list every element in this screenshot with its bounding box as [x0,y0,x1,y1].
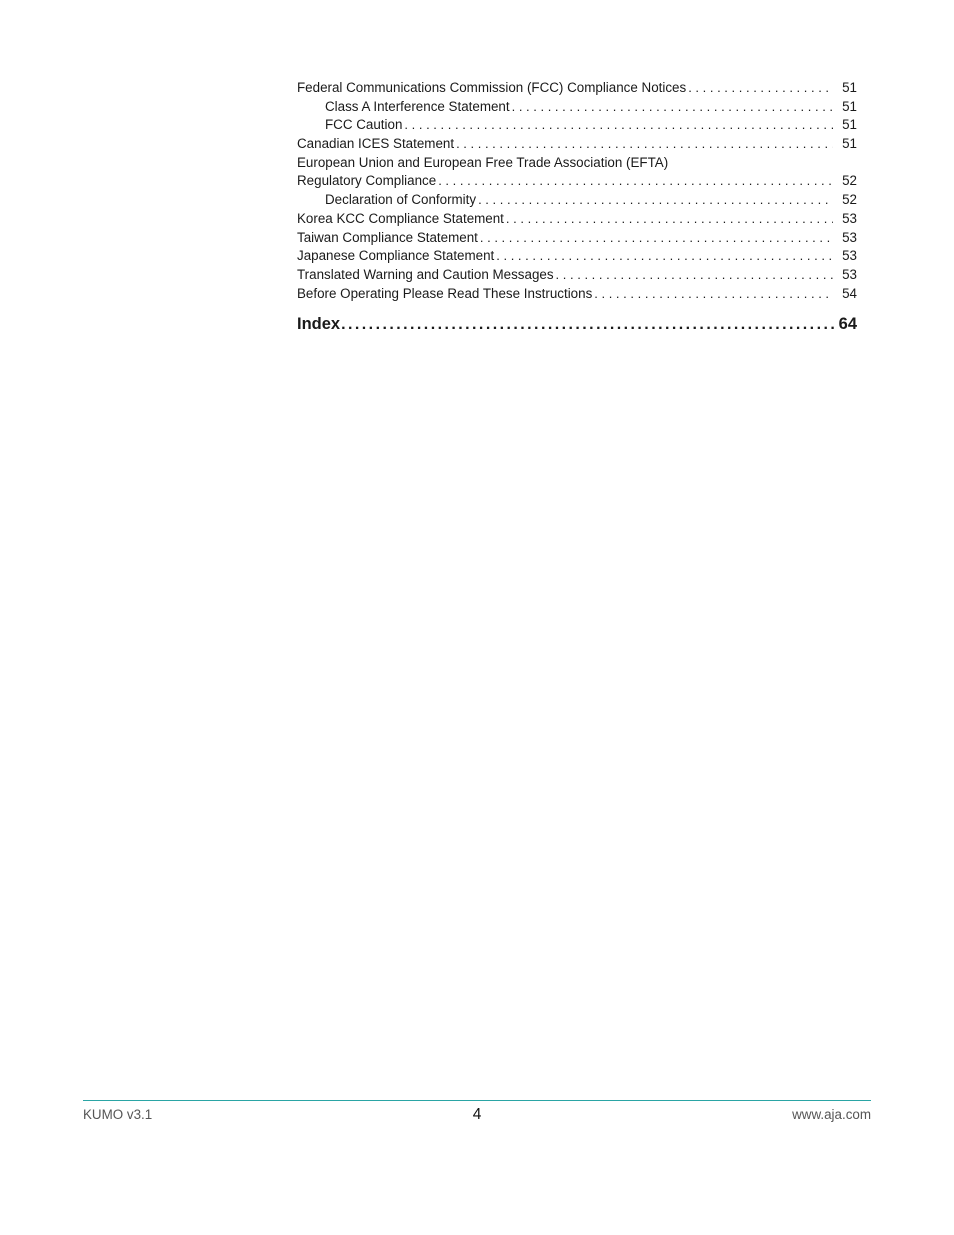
toc-entry-canadian-ices[interactable] [297,135,857,154]
footer-website-link[interactable]: www.aja.com [792,1107,871,1122]
toc-dot-leader [341,313,838,336]
toc-entry-title: Korea KCC Compliance Statement [297,210,504,226]
toc-entry-class-a-interference[interactable] [297,98,857,117]
toc-entry-page: 51 [842,136,857,152]
toc-entry-index[interactable] [297,313,857,336]
toc-entry-page: 53 [842,210,857,226]
toc-entry-title: Canadian ICES Statement [297,136,455,152]
toc-entry-page: 51 [842,80,857,95]
toc-dot-leader [404,116,833,135]
toc-dot-leader [594,285,833,304]
toc-dot-leader [480,229,833,248]
toc-entry-title: Regulatory Compliance [297,173,437,189]
toc-entry-page: 51 [842,117,857,133]
toc-entry-korea-kcc[interactable] [297,210,857,229]
toc-entry-translated-warnings[interactable] [297,266,857,285]
toc-entry-page: 53 [842,229,857,245]
toc-dot-leader [496,247,833,266]
toc-dot-leader [556,266,833,285]
toc-entry-title: Declaration of Conformity [325,192,477,208]
toc-dot-leader [438,172,833,191]
toc-entry-page: 53 [842,266,857,282]
footer-page-number: 4 [472,1106,482,1123]
toc-entry-eu-efta-compliance[interactable] [297,154,857,191]
toc-entry-fcc-caution[interactable] [297,116,857,135]
toc-entry-page: 52 [842,173,857,189]
toc-dot-leader [512,98,833,117]
toc-dot-leader [506,210,833,229]
toc-entry-page: 64 [838,315,857,334]
toc-dot-leader [478,191,833,210]
toc-entry-title: FCC Caution [325,117,403,133]
footer-product-version: KUMO v3.1 [83,1107,153,1122]
toc-entry-title: Taiwan Compliance Statement [297,229,478,245]
footer-divider [83,1100,871,1101]
toc-entry-declaration-of-conformity[interactable] [297,191,857,210]
toc-entry-title: Federal Communications Commission (FCC) Compliance Notices [297,80,687,95]
toc-entry-page: 54 [842,285,857,301]
toc-entry-title: Index [297,315,341,334]
toc-entry-japanese[interactable] [297,247,857,266]
toc-entry-title: Translated Warning and Caution Messages [297,266,554,282]
toc-entry-before-operating[interactable] [297,285,857,304]
toc-entry-taiwan[interactable] [297,229,857,248]
toc-dot-leader [456,135,833,154]
toc-entry-title: Class A Interference Statement [325,98,510,114]
toc-entry-page: 52 [842,192,857,208]
toc-entry-page: 51 [842,98,857,114]
toc-entry-title: Japanese Compliance Statement [297,248,495,264]
table-of-contents [297,79,857,336]
toc-dot-leader [688,79,833,98]
toc-entry-title: Before Operating Please Read These Instructions [297,285,593,301]
toc-entry-fcc-notices[interactable] [297,79,857,98]
toc-entry-page: 53 [842,248,857,264]
toc-entry-title-line1: European Union and European Free Trade Association (EFTA) [297,154,669,170]
